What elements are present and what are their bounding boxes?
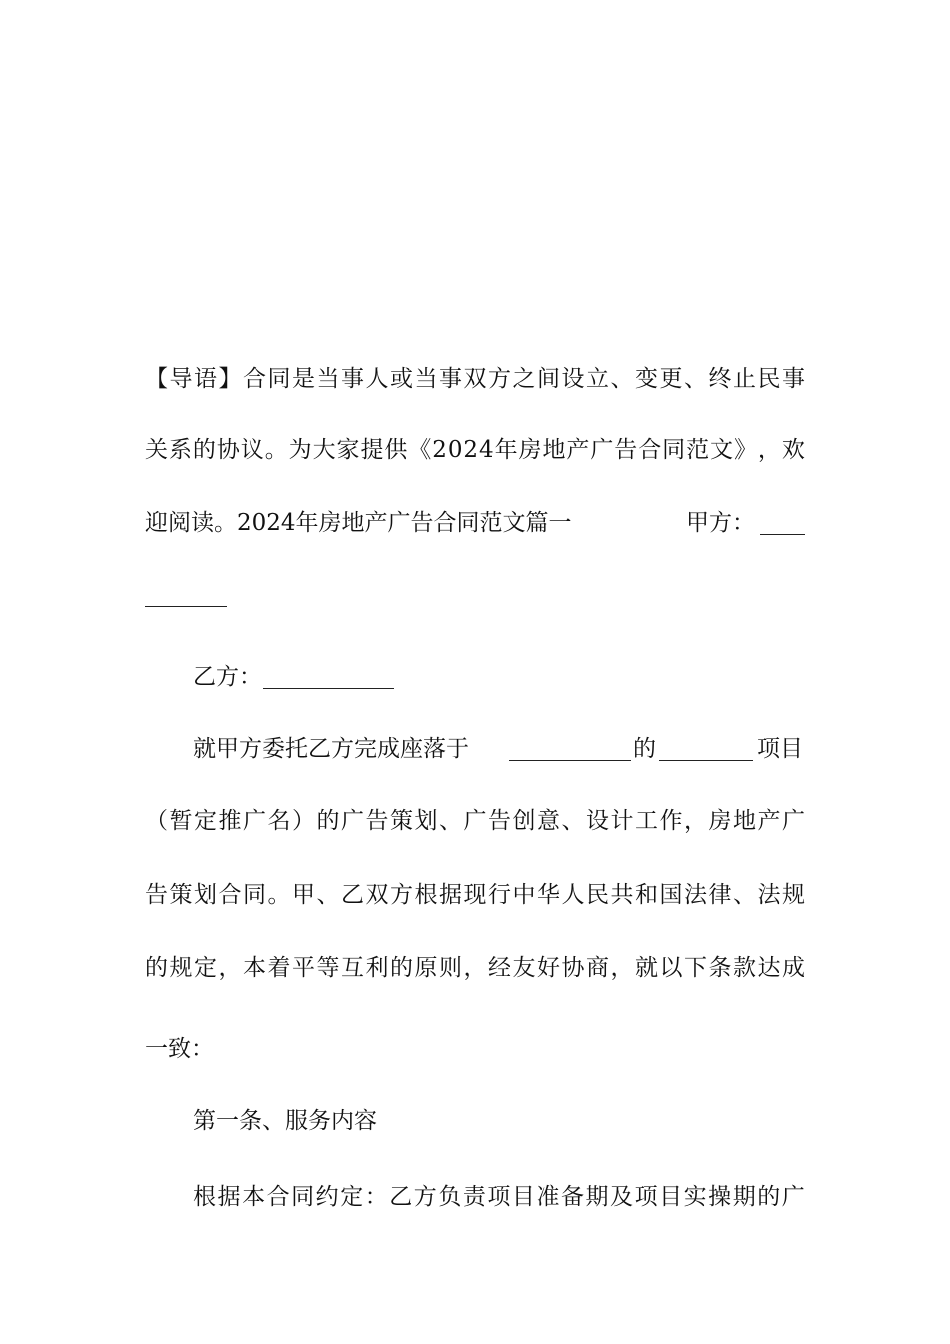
- party-a-label: 甲方：: [686, 510, 755, 536]
- article1-title: 第一条、服务内容: [193, 1108, 377, 1134]
- para1-line-1: [193, 734, 805, 764]
- intro-line-2: 关 系 的 协 议 。 为 大 家 提 供 《 2 0 2 4 年 房 地 产 广 告 合 同 范 文 》 ， 欢: [145, 437, 805, 463]
- para1-line-3: 告 策 划 合 同 。 甲 、 乙 双 方 根 据 现 行 中 华 人 民 共 和 国 法 律 、 法 规: [145, 882, 805, 908]
- project-blank: [659, 738, 753, 761]
- party-a-blank-part1: [760, 512, 805, 535]
- intro-line-1: 【 导 语 】 合 同 是 当 事 人 或 当 事 双 方 之 间 设 立 、 变 更 、 终 止 民 事: [145, 366, 805, 392]
- article1-line-1: 根 据 本 合 同 约 定 ： 乙 方 负 责 项 目 准 备 期 及 项 目 实 操 期 的 广: [193, 1184, 805, 1210]
- intro-line-3-text: 迎阅读。2024年房地产广告合同范文篇一: [145, 510, 572, 536]
- party-a-blank-continuation: [145, 580, 805, 612]
- para1-part2: 的: [633, 736, 656, 762]
- para1-part1: 就甲方委托乙方完成座落于: [193, 736, 469, 762]
- para1-part3: 项目: [757, 736, 803, 762]
- party-b-line: [193, 662, 805, 692]
- location-blank: [509, 738, 631, 761]
- para1-line-2: （ 暂 定 推 广 名 ） 的 广 告 策 划 、 广 告 创 意 、 设 计 工 作 ， 房 地 产 广: [145, 808, 805, 834]
- para1-line-4: 的 规 定 ， 本 着 平 等 互 利 的 原 则 ， 经 友 好 协 商 ， 就 以 下 条 款 达 成: [145, 955, 805, 981]
- party-b-blank: [263, 666, 394, 689]
- party-b-label: 乙方：: [193, 664, 262, 690]
- intro-line-3: [145, 508, 805, 538]
- party-a-blank-part2: [145, 584, 227, 607]
- para1-line-5: 一致：: [145, 1036, 214, 1062]
